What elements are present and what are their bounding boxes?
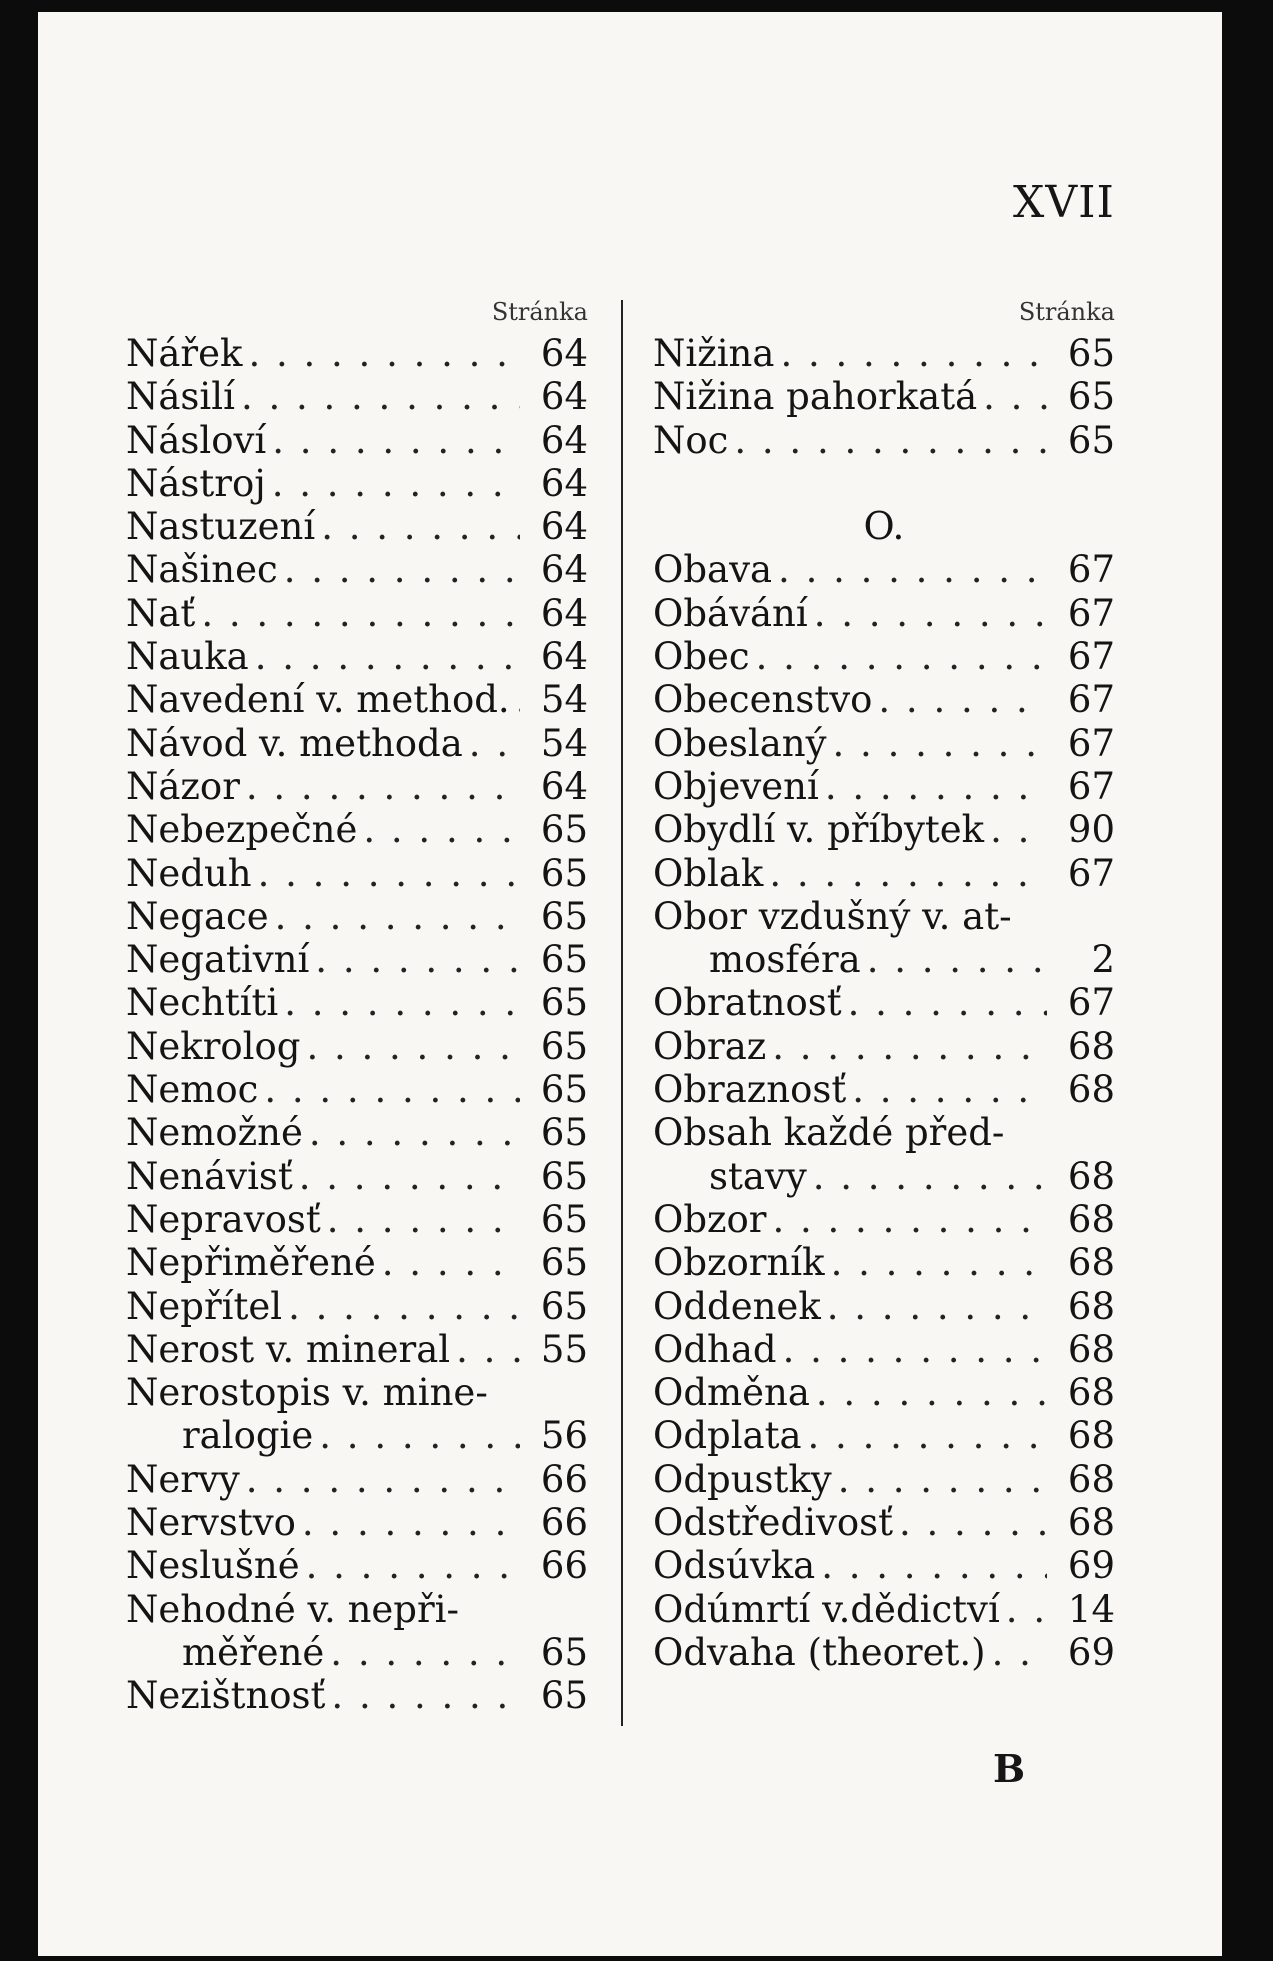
dot-leader (848, 981, 1047, 1024)
entry-page-number: 69 (1067, 1544, 1115, 1588)
dot-leader (302, 1501, 520, 1544)
index-entry (126, 1285, 588, 1328)
index-entry (653, 375, 1115, 418)
entry-term: Nastuzení (126, 505, 316, 549)
entry-term: Oblak (653, 851, 764, 895)
entry-term: Navedení v. method. (126, 678, 510, 722)
entry-term: Negativní (126, 938, 310, 982)
entry-term: Obraz (653, 1024, 767, 1068)
entry-term: Nemožné (126, 1111, 303, 1155)
entry-term: Obratnosť (653, 981, 842, 1025)
index-entry (126, 852, 588, 895)
entry-term: Nervstvo (126, 1501, 296, 1545)
index-entry (126, 1414, 588, 1457)
index-entry (653, 1631, 1115, 1674)
dot-leader (456, 1328, 520, 1371)
entry-page-number: 54 (540, 721, 588, 765)
entry-page-number: 64 (540, 418, 588, 462)
dot-leader (284, 981, 520, 1024)
entry-page-number: 64 (540, 591, 588, 635)
index-entry (653, 1241, 1115, 1284)
entry-term: Nepravosť (126, 1197, 321, 1241)
dot-leader (264, 1068, 520, 1111)
entry-page-number: 65 (540, 808, 588, 852)
index-entry (126, 765, 588, 808)
index-entry (126, 505, 588, 548)
dot-leader (272, 419, 520, 462)
index-entry (653, 981, 1115, 1024)
entry-page-number: 65 (540, 1024, 588, 1068)
index-entry (653, 765, 1115, 808)
entry-page-number: 65 (540, 1284, 588, 1328)
column-divider (621, 300, 623, 1726)
entry-term: Nerost v. mineral (126, 1327, 451, 1371)
index-entry (126, 1501, 588, 1544)
index-entry (653, 1588, 1115, 1631)
entry-page-number: 66 (540, 1544, 588, 1588)
dot-leader (258, 852, 520, 895)
index-entry (126, 981, 588, 1024)
dot-leader (838, 1458, 1047, 1501)
dot-leader (734, 419, 1047, 462)
index-entry (126, 1068, 588, 1111)
index-entry (653, 1155, 1115, 1198)
dot-leader (241, 375, 520, 418)
entry-page-number: 65 (540, 981, 588, 1025)
index-entry (653, 1328, 1115, 1371)
entry-term: Nižina (653, 332, 775, 375)
index-entry (126, 895, 588, 938)
entry-page-number: 64 (540, 548, 588, 592)
entry-term: Neslušné (126, 1544, 300, 1588)
dot-leader (878, 678, 1047, 721)
index-entry (653, 635, 1115, 678)
entry-page-number: 64 (540, 764, 588, 808)
dot-leader (1006, 1588, 1047, 1631)
entry-page-number: 68 (1067, 1068, 1115, 1112)
entry-page-number: 67 (1067, 548, 1115, 592)
dot-leader (813, 1155, 1047, 1198)
index-entry (653, 592, 1115, 635)
dot-leader (983, 375, 1047, 418)
entry-page-number: 54 (540, 678, 588, 722)
dot-leader (992, 1631, 1047, 1674)
index-entry (126, 548, 588, 591)
index-entry (126, 375, 588, 418)
entry-term: Obydlí v. příbytek (653, 808, 985, 852)
signature-mark: B (993, 1746, 1026, 1791)
index-entry (126, 1155, 588, 1198)
entry-term: Našinec (126, 548, 278, 592)
entry-term: Nebezpečné (126, 808, 358, 852)
entry-page-number: 64 (540, 375, 588, 419)
dot-leader (306, 1025, 520, 1068)
entry-term: Obzor (653, 1197, 767, 1241)
index-entry (653, 1285, 1115, 1328)
dot-leader (769, 852, 1047, 895)
entry-page-number: 67 (1067, 635, 1115, 679)
dot-leader (246, 1458, 520, 1501)
dot-leader (330, 1631, 520, 1674)
index-entry (653, 678, 1115, 721)
entry-page-number: 68 (1067, 1024, 1115, 1068)
entry-page-number: 68 (1067, 1501, 1115, 1545)
index-entry (653, 852, 1115, 895)
index-entry (126, 678, 588, 721)
dot-leader (321, 505, 520, 548)
entry-page-number: 67 (1067, 764, 1115, 808)
entry-term: Nepřítel (126, 1284, 283, 1328)
entry-page-number: 68 (1067, 1457, 1115, 1501)
entry-page-number: 65 (540, 1241, 588, 1285)
entry-page-number: 65 (540, 1630, 588, 1674)
index-entry (126, 592, 588, 635)
entry-term: Nepřiměřené (126, 1241, 376, 1285)
dot-leader (990, 808, 1047, 851)
entry-page-number: 65 (1067, 418, 1115, 462)
entry-term: Obor vzdušný v. at- (653, 894, 1012, 938)
entry-term: Nekrolog (126, 1024, 301, 1068)
entry-page-number: 65 (540, 1674, 588, 1718)
entry-term: Obec (653, 635, 750, 679)
index-entry (126, 1241, 588, 1284)
entry-page-number: 65 (1067, 332, 1115, 375)
index-column-left (126, 292, 588, 1718)
entry-term: Nižina pahorkatá (653, 375, 978, 419)
entry-page-number: 67 (1067, 591, 1115, 635)
entry-term: Nauka (126, 635, 249, 679)
entry-term: Odhad (653, 1327, 777, 1371)
dot-leader (331, 1674, 520, 1717)
entry-page-number: 68 (1067, 1154, 1115, 1198)
entry-term: Nať (126, 591, 196, 635)
dot-leader (808, 1414, 1047, 1457)
entry-term: Odsúvka (653, 1544, 816, 1588)
index-entry (653, 1068, 1115, 1111)
entry-page-number: 68 (1067, 1284, 1115, 1328)
entry-page-number: 68 (1067, 1327, 1115, 1371)
entry-page-number: 65 (1067, 375, 1115, 419)
index-entry (126, 635, 588, 678)
entry-term: Obsah každé před- (653, 1111, 1005, 1155)
index-entry (126, 1328, 588, 1371)
entry-term: Nervy (126, 1457, 240, 1501)
entry-page-number: 67 (1067, 678, 1115, 722)
entry-term: měřené (182, 1630, 325, 1674)
dot-leader (825, 765, 1047, 808)
index-entry (653, 419, 1115, 462)
entry-term: Odměna (653, 1371, 810, 1415)
entry-term: Obzorník (653, 1241, 825, 1285)
entry-page-number: 65 (540, 851, 588, 895)
index-entry (126, 1111, 588, 1154)
entry-page-number: 65 (540, 938, 588, 982)
index-entry (653, 548, 1115, 591)
index-entry (653, 895, 1115, 938)
entry-page-number: 64 (540, 505, 588, 549)
dot-leader (899, 1501, 1047, 1544)
entry-page-number: 2 (1091, 938, 1115, 982)
index-entry (126, 462, 588, 505)
entry-page-number: 14 (1067, 1587, 1115, 1631)
index-entry (126, 1674, 588, 1717)
entry-page-number: 64 (540, 635, 588, 679)
entry-term: Negace (126, 894, 269, 938)
dot-leader (315, 938, 520, 981)
index-entry (653, 808, 1115, 851)
index-entry (126, 1588, 588, 1631)
dot-leader (814, 592, 1047, 635)
entry-term: Násloví (126, 418, 267, 462)
dot-leader (833, 722, 1047, 765)
dot-leader (327, 1198, 520, 1241)
entry-term: Nezištnosť (126, 1674, 326, 1718)
entry-page-number: 65 (540, 894, 588, 938)
dot-leader (778, 548, 1047, 591)
dot-leader (284, 548, 520, 591)
entry-term: Nehodné v. nepři- (126, 1587, 460, 1631)
entry-term: Nechtíti (126, 981, 279, 1025)
entry-term: Odúmrtí v.dědictví (653, 1587, 1000, 1631)
index-entry (126, 722, 588, 765)
entry-list-left (126, 332, 588, 1718)
dot-leader (772, 1025, 1047, 1068)
dot-leader (288, 1285, 520, 1328)
column-header-left: Stránka (491, 298, 588, 326)
index-entry (653, 332, 1115, 375)
dot-leader (516, 678, 520, 721)
dot-leader (299, 1155, 520, 1198)
entry-term: Názor (126, 764, 240, 808)
dot-leader (816, 1371, 1047, 1414)
index-entry (653, 1025, 1115, 1068)
dot-leader (827, 1285, 1047, 1328)
index-entry (126, 1631, 588, 1674)
entry-term: Obeslaný (653, 721, 827, 765)
entry-term: ralogie (182, 1414, 314, 1458)
dot-leader (248, 332, 520, 375)
entry-term: Odpustky (653, 1457, 832, 1501)
index-entry (126, 1371, 588, 1414)
entry-spacer (653, 462, 1115, 505)
index-entry (126, 1198, 588, 1241)
index-entry (126, 419, 588, 462)
page-number: XVII (1013, 177, 1115, 228)
entry-page-number: 68 (1067, 1241, 1115, 1285)
entry-page-number: 55 (540, 1327, 588, 1371)
dot-leader (821, 1544, 1047, 1587)
entry-page-number: 68 (1067, 1414, 1115, 1458)
entry-page-number: 67 (1067, 851, 1115, 895)
entry-term: Nářek (126, 332, 243, 375)
entry-term: Odvaha (theoret.) (653, 1630, 986, 1674)
entry-term: Nástroj (126, 461, 266, 505)
index-entry (653, 505, 1115, 548)
entry-page-number: 65 (540, 1154, 588, 1198)
entry-term: Odstředivosť (653, 1501, 894, 1545)
entry-term: Obraznosť (653, 1068, 847, 1112)
scan-edge (0, 0, 14, 1961)
dot-leader (272, 462, 520, 505)
dot-leader (382, 1241, 520, 1284)
dot-leader (201, 592, 520, 635)
dot-leader (852, 1068, 1047, 1111)
entry-page-number: 68 (1067, 1197, 1115, 1241)
dot-leader (363, 808, 520, 851)
dot-leader (867, 938, 1047, 981)
entry-term: mosféra (709, 938, 861, 982)
entry-term: Obecenstvo (653, 678, 873, 722)
entry-page-number: 69 (1067, 1630, 1115, 1674)
index-entry (653, 1414, 1115, 1457)
entry-term: Návod v. methoda (126, 721, 463, 765)
entry-term: Odplata (653, 1414, 802, 1458)
dot-leader (255, 635, 520, 678)
dot-leader (319, 1414, 520, 1457)
index-entry (126, 1458, 588, 1501)
entry-page-number: 65 (540, 1111, 588, 1155)
column-header-right: Stránka (1018, 298, 1115, 326)
dot-leader (469, 722, 520, 765)
entry-term: Oddenek (653, 1284, 821, 1328)
dot-leader (780, 332, 1047, 375)
section-letter-heading: O. (863, 504, 905, 549)
index-entry (653, 938, 1115, 981)
entry-page-number: 67 (1067, 721, 1115, 765)
entry-page-number: 66 (540, 1457, 588, 1501)
entry-term: Násilí (126, 375, 235, 419)
dot-leader (756, 635, 1047, 678)
index-entry (653, 722, 1115, 765)
index-entry (653, 1371, 1115, 1414)
entry-term: Noc (653, 418, 729, 462)
entry-page-number: 65 (540, 1197, 588, 1241)
index-entry (653, 1501, 1115, 1544)
entry-page-number: 68 (1067, 1371, 1115, 1415)
entry-page-number: 66 (540, 1501, 588, 1545)
index-entry (126, 332, 588, 375)
entry-term: Obávání (653, 591, 808, 635)
index-page (38, 12, 1222, 1956)
dot-leader (772, 1198, 1047, 1241)
entry-list-right (653, 332, 1115, 1674)
dot-leader (275, 895, 520, 938)
entry-page-number: 65 (540, 1068, 588, 1112)
entry-page-number: 90 (1067, 808, 1115, 852)
entry-page-number: 67 (1067, 981, 1115, 1025)
entry-term: stavy (709, 1154, 807, 1198)
entry-page-number: 64 (540, 461, 588, 505)
dot-leader (309, 1111, 520, 1154)
index-entry (126, 938, 588, 981)
dot-leader (246, 765, 520, 808)
entry-term: Nerostopis v. mine- (126, 1371, 488, 1415)
entry-term: Obava (653, 548, 773, 592)
index-entry (653, 1198, 1115, 1241)
index-entry (126, 1025, 588, 1068)
dot-leader (306, 1544, 520, 1587)
index-column-right (653, 292, 1115, 1674)
entry-page-number: 56 (540, 1414, 588, 1458)
entry-term: Nenávisť (126, 1154, 293, 1198)
index-entry (126, 1544, 588, 1587)
index-entry (653, 1458, 1115, 1501)
index-entry (653, 1111, 1115, 1154)
entry-term: Nemoc (126, 1068, 259, 1112)
entry-term: Objevení (653, 764, 819, 808)
entry-term: Neduh (126, 851, 252, 895)
index-entry (653, 1544, 1115, 1587)
dot-leader (831, 1241, 1047, 1284)
index-entry (126, 808, 588, 851)
dot-leader (783, 1328, 1047, 1371)
entry-page-number: 64 (540, 332, 588, 375)
